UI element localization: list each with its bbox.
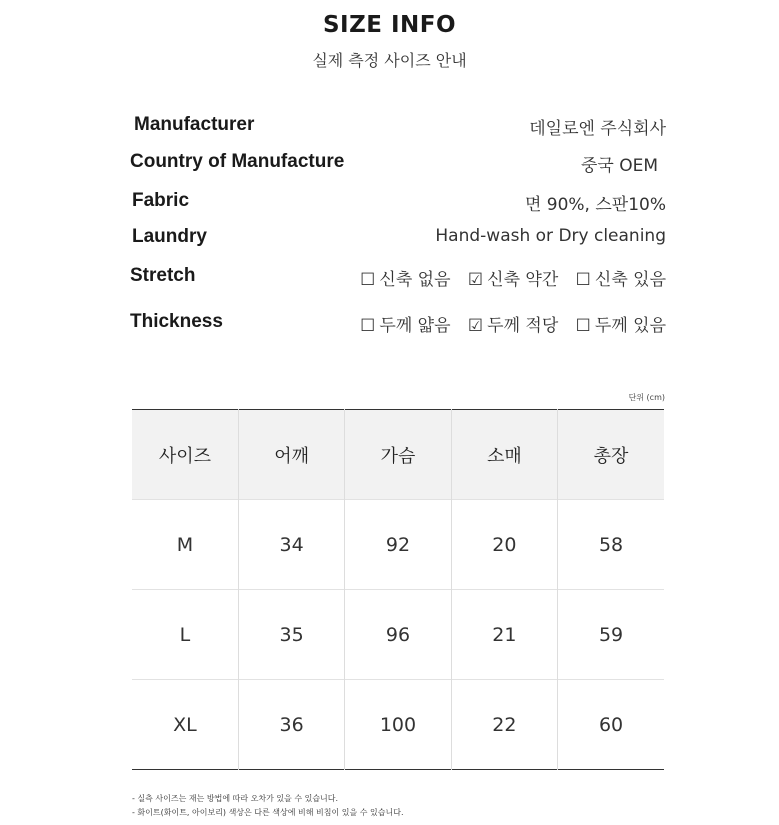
option-high-stretch: ☐ 신축 있음 bbox=[575, 270, 666, 290]
header-chest: 가슴 bbox=[345, 410, 451, 500]
spec-label: Stretch bbox=[130, 265, 196, 286]
cell-chest: 100 bbox=[345, 680, 451, 770]
checkbox-unchecked-icon: ☐ bbox=[575, 316, 591, 336]
cell-length: 60 bbox=[558, 680, 664, 770]
spec-row-fabric bbox=[130, 190, 666, 218]
cell-shoulder: 35 bbox=[238, 590, 344, 680]
spec-row-thickness bbox=[130, 311, 666, 339]
cell-sleeve: 22 bbox=[451, 680, 557, 770]
spec-label: Fabric bbox=[132, 190, 190, 211]
table-row bbox=[132, 680, 664, 770]
cell-chest: 92 bbox=[345, 500, 451, 590]
spec-row-manufacturer bbox=[130, 114, 666, 142]
cell-length: 58 bbox=[558, 500, 664, 590]
table-row bbox=[132, 500, 664, 590]
unit-label: 단위 (cm) bbox=[628, 393, 665, 402]
cell-sleeve: 20 bbox=[451, 500, 557, 590]
spec-label: Thickness bbox=[130, 311, 223, 332]
cell-size: XL bbox=[132, 680, 238, 770]
spec-value: 중국 OEM bbox=[580, 156, 658, 176]
cell-length: 59 bbox=[558, 590, 664, 680]
note-color: - 화이트(화이트, 아이보리) 색상은 다른 색상에 비해 비침이 있을 수 있습니다. bbox=[132, 808, 404, 817]
cell-shoulder: 36 bbox=[238, 680, 344, 770]
option-thin: ☐ 두께 얇음 bbox=[360, 316, 451, 336]
spec-label: Manufacturer bbox=[134, 114, 255, 135]
checkbox-unchecked-icon: ☐ bbox=[360, 316, 376, 336]
spec-label: Laundry bbox=[132, 226, 207, 247]
option-thick: ☐ 두께 있음 bbox=[575, 316, 666, 336]
option-some-stretch: ☑ 신축 약간 bbox=[467, 270, 559, 290]
stretch-options bbox=[360, 265, 666, 290]
option-no-stretch: ☐ 신축 없음 bbox=[360, 270, 451, 290]
header-length: 총장 bbox=[558, 410, 664, 500]
cell-sleeve: 21 bbox=[451, 590, 557, 680]
option-medium: ☑ 두께 적당 bbox=[467, 316, 559, 336]
spec-value: 데일로엔 주식회사 bbox=[529, 119, 666, 139]
spec-value: 면 90%, 스판10% bbox=[524, 195, 666, 215]
checkbox-checked-icon: ☑ bbox=[467, 316, 484, 336]
checkbox-unchecked-icon: ☐ bbox=[360, 270, 376, 290]
header-sleeve: 소매 bbox=[451, 410, 557, 500]
size-table bbox=[132, 409, 664, 770]
spec-row-laundry bbox=[130, 226, 666, 254]
cell-shoulder: 34 bbox=[238, 500, 344, 590]
spec-row-stretch bbox=[130, 265, 666, 293]
header-shoulder: 어깨 bbox=[238, 410, 344, 500]
thickness-options bbox=[360, 311, 666, 336]
table-row bbox=[132, 590, 664, 680]
header-size: 사이즈 bbox=[132, 410, 238, 500]
checkbox-unchecked-icon: ☐ bbox=[575, 270, 591, 290]
checkbox-checked-icon: ☑ bbox=[467, 270, 484, 290]
spec-label: Country of Manufacture bbox=[130, 151, 345, 172]
note-measurement: - 실측 사이즈는 재는 방법에 따라 오차가 있을 수 있습니다. bbox=[132, 794, 339, 803]
cell-chest: 96 bbox=[345, 590, 451, 680]
table-header-row bbox=[132, 410, 664, 500]
spec-value: Hand-wash or Dry cleaning bbox=[435, 226, 666, 246]
page-subtitle: 실제 측정 사이즈 안내 bbox=[312, 51, 467, 70]
page-title: SIZE INFO bbox=[322, 12, 457, 38]
cell-size: L bbox=[132, 590, 238, 680]
cell-size: M bbox=[132, 500, 238, 590]
spec-row-country bbox=[130, 151, 666, 179]
